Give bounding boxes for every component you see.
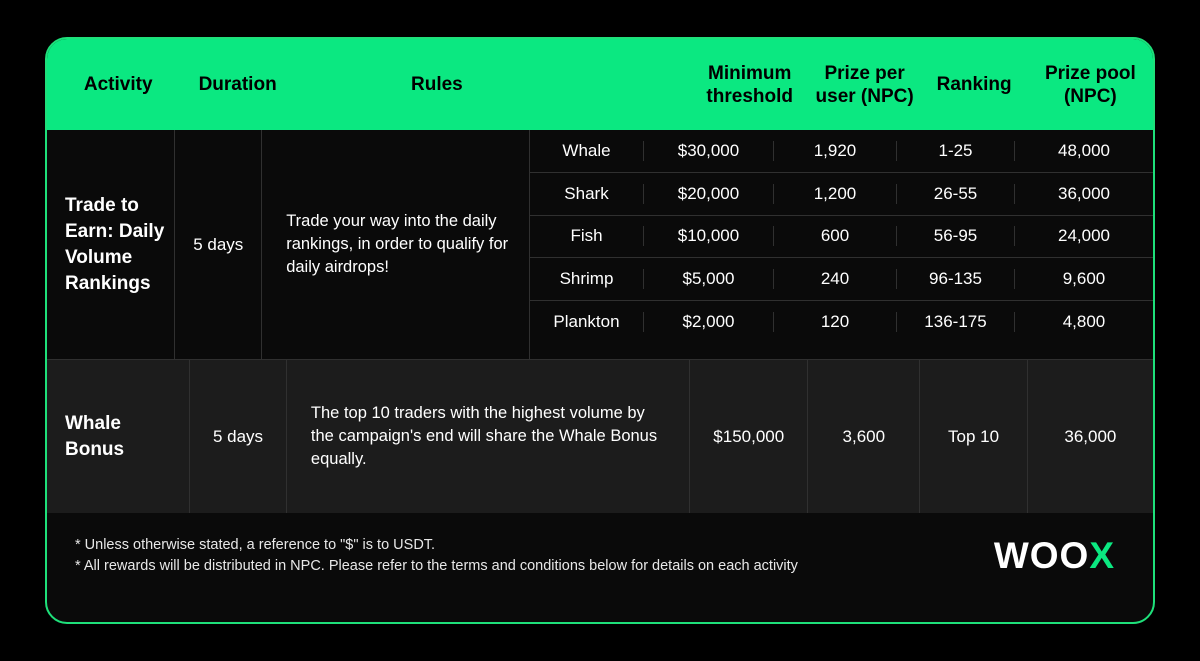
activity-rules: The top 10 traders with the highest volume by the campaign's end will share the Whale Bonus equally.	[287, 360, 690, 513]
tier-prize-pool: 9,600	[1062, 269, 1106, 289]
tier-prize-per-user: 120	[774, 312, 897, 332]
activity-name: Whale Bonus	[47, 360, 190, 513]
tier-minimum-threshold: $20,000	[644, 184, 774, 204]
bonus-ranking: Top 10	[920, 360, 1027, 513]
tier-prize-pool: 36,000	[1058, 183, 1110, 203]
tier-minimum-threshold: $5,000	[644, 269, 774, 289]
tier-name: Fish	[530, 226, 644, 246]
footnote-2: * All rewards will be distributed in NPC. Please refer to the terms and conditions below for details on each activity	[75, 558, 798, 574]
table-row	[47, 130, 1153, 359]
tier-ranking: 56-95	[897, 226, 1015, 246]
tier-name: Shark	[530, 184, 644, 204]
tier-ranking: 1-25	[897, 141, 1015, 161]
tier-prize-pool: 24,000	[1058, 226, 1110, 246]
column-header-minimum-threshold: Minimum threshold	[706, 62, 793, 107]
tier-prize-pool: 4,800	[1062, 312, 1106, 332]
tier-name: Shrimp	[530, 269, 644, 289]
tier-minimum-threshold: $30,000	[644, 141, 774, 161]
table-row	[47, 359, 1153, 513]
table-header-row	[47, 39, 1153, 130]
tier-subtable	[530, 130, 1153, 359]
column-header-activity: Activity	[83, 74, 153, 95]
column-header-ranking: Ranking	[936, 74, 1012, 95]
column-header-prize-per-user: Prize per user (NPC)	[815, 62, 914, 107]
logo-text: WOO	[993, 535, 1090, 576]
footnotes	[75, 535, 798, 577]
table-row	[530, 130, 1153, 173]
footnote-1: * Unless otherwise stated, a reference to "$" is to USDT.	[75, 537, 436, 553]
tier-ranking: 96-135	[897, 269, 1015, 289]
tier-name: Whale	[530, 141, 644, 161]
tier-prize-per-user: 600	[774, 226, 897, 246]
tier-prize-pool: 48,000	[1058, 140, 1110, 160]
column-header-prize-pool: Prize pool (NPC)	[1044, 62, 1136, 107]
tier-prize-per-user: 1,200	[774, 184, 897, 204]
bonus-minimum-threshold: $150,000	[690, 360, 808, 513]
footer	[47, 513, 1153, 577]
table-row	[530, 258, 1153, 301]
tier-prize-per-user: 1,920	[774, 141, 897, 161]
tier-ranking: 26-55	[897, 184, 1015, 204]
column-header-rules: Rules	[411, 74, 463, 95]
activity-duration: 5 days	[190, 360, 287, 513]
table-row	[530, 173, 1153, 216]
tier-minimum-threshold: $10,000	[644, 226, 774, 246]
logo-accent: X	[1089, 535, 1115, 576]
tier-minimum-threshold: $2,000	[644, 312, 774, 332]
table-row	[530, 301, 1153, 343]
tier-prize-per-user: 240	[774, 269, 897, 289]
bonus-prize-pool: 36,000	[1064, 426, 1117, 446]
reward-table-card	[45, 37, 1155, 624]
tier-ranking: 136-175	[897, 312, 1015, 332]
column-header-duration: Duration	[198, 74, 277, 95]
table-body	[47, 130, 1153, 513]
table-row	[530, 216, 1153, 259]
tier-name: Plankton	[530, 312, 644, 332]
activity-duration: 5 days	[175, 130, 262, 359]
bonus-prize-per-user: 3,600	[808, 360, 920, 513]
activity-rules: Trade your way into the daily rankings, in order to qualify for daily airdrops!	[262, 130, 530, 359]
activity-name: Trade to Earn: Daily Volume Rankings	[47, 130, 175, 359]
woox-logo	[994, 535, 1125, 577]
